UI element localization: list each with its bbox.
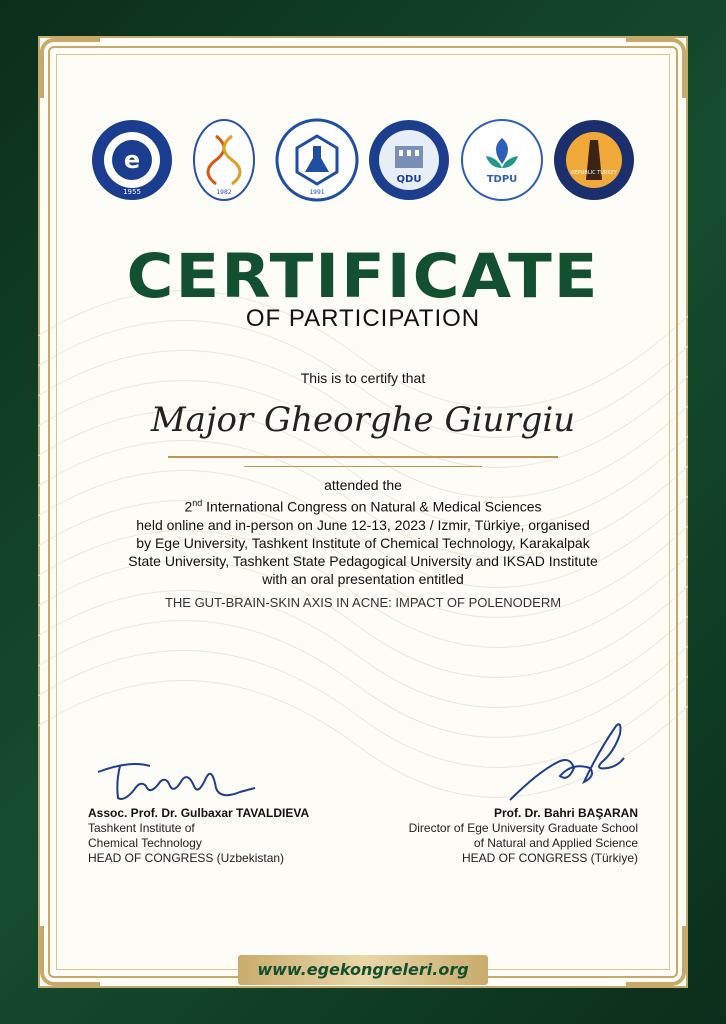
corner-ornament-bottom-right [626, 926, 686, 986]
body-line-2: 2nd International Congress on Natural & Medical Sciences [184, 498, 542, 515]
right-signer-block [409, 806, 638, 866]
left-signer-name: Assoc. Prof. Dr. Gulbaxar TAVALDIEVA [88, 806, 310, 820]
tashkent-chemical-technology-logo [275, 118, 359, 202]
website-link[interactable]: www.egekongreleri.org [238, 955, 488, 985]
certificate-subtitle: OF PARTICIPATION [245, 305, 481, 332]
right-signature-image [498, 712, 638, 807]
left-signature-image [90, 752, 260, 807]
iksad-institute-logo [552, 118, 636, 202]
certificate-title: CERTIFICATE [126, 241, 600, 313]
right-signer-name: Prof. Dr. Bahri BAŞARAN [493, 806, 638, 820]
name-underline-secondary [244, 466, 482, 467]
right-signer-line-2: of Natural and Applied Science [473, 836, 638, 850]
svg-text:TDPU: TDPU [486, 174, 517, 185]
right-signer-line-1: Director of Ege University Graduate School [408, 821, 638, 835]
tashkent-pedagogical-university-logo [460, 118, 544, 202]
body-line-6: with an oral presentation entitled [262, 570, 464, 587]
karakalpak-state-university-logo [367, 118, 451, 202]
left-signer-line-2: Chemical Technology [88, 836, 202, 850]
svg-text:QDU: QDU [396, 174, 422, 185]
svg-text:e: e [123, 146, 141, 174]
certificate-body [80, 476, 646, 588]
corner-ornament-top-right [626, 38, 686, 98]
body-line-5: State University, Tashkent State Pedagogical University and IKSAD Institute [128, 552, 598, 569]
left-signer-block [88, 806, 309, 866]
corner-ornament-top-left [40, 38, 100, 98]
svg-text:REPUBLIC TURKEY: REPUBLIC TURKEY [571, 170, 617, 176]
svg-text:1991: 1991 [309, 189, 325, 196]
left-signer-line-1: Tashkent Institute of [88, 821, 195, 835]
certify-text: This is to certify that [300, 370, 426, 386]
participant-name: Major Gheorghe Giurgiu [150, 400, 576, 440]
corner-ornament-bottom-left [40, 926, 100, 986]
fen-bilimleri-enstitusu-logo [182, 118, 266, 202]
institution-logos [90, 118, 636, 202]
body-line-4: by Ege University, Tashkent Institute of Chemical Technology, Karakalpak [136, 534, 590, 551]
name-underline [168, 456, 558, 458]
svg-text:1955: 1955 [123, 188, 141, 196]
right-signer-line-3: HEAD OF CONGRESS (Türkiye) [461, 851, 638, 865]
ege-universitesi-logo [90, 118, 174, 202]
body-line-1: attended the [324, 477, 402, 493]
svg-text:1982: 1982 [216, 189, 233, 196]
presentation-title: THE GUT-BRAIN-SKIN AXIS IN ACNE: IMPACT OF POLENODERM [164, 595, 562, 610]
body-line-3: held online and in-person on June 12-13, 2023 / Izmir, Türkiye, organised [136, 516, 590, 533]
left-signer-line-3: HEAD OF CONGRESS (Uzbekistan) [88, 851, 285, 865]
